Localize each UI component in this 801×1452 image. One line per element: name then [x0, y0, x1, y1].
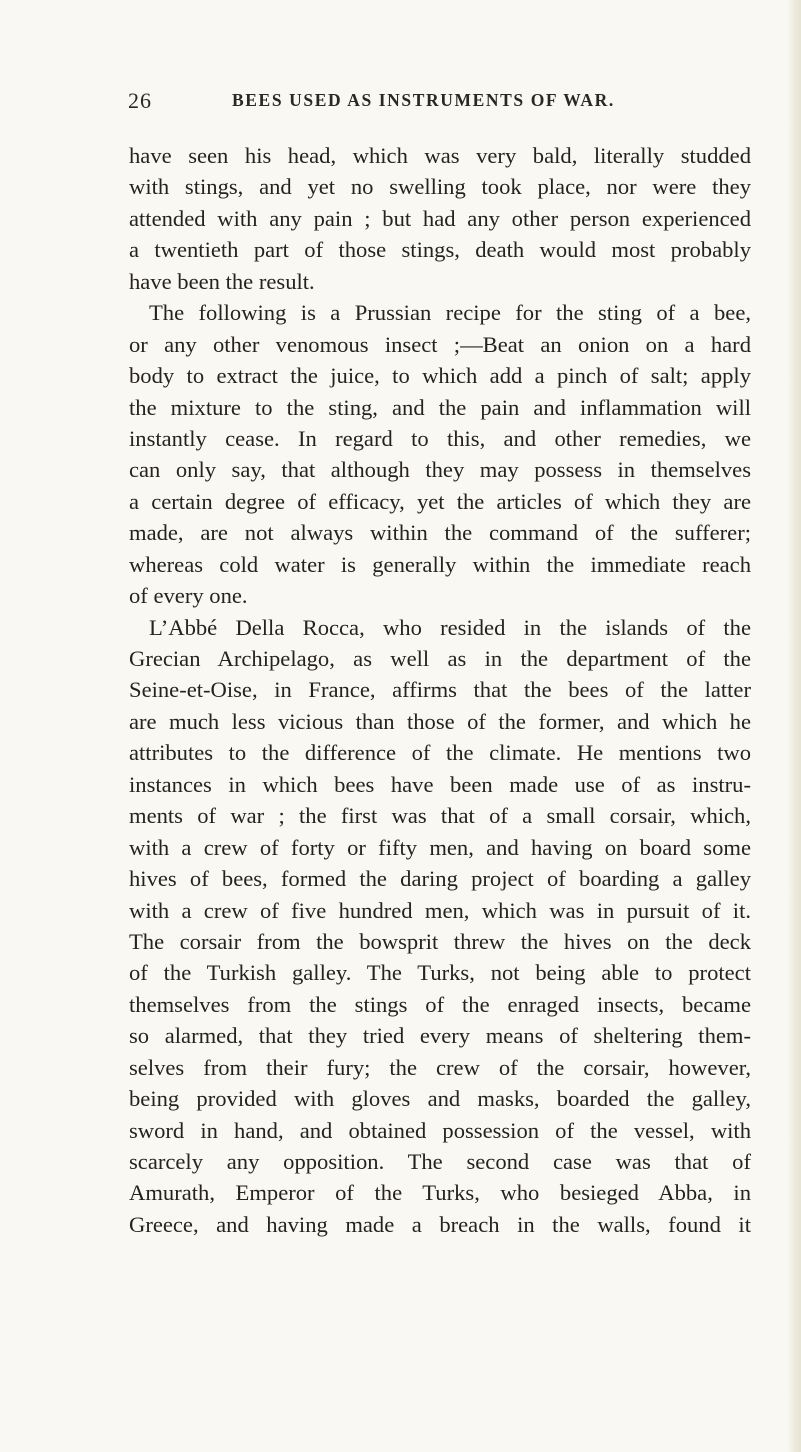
running-head: [128, 88, 750, 114]
text-line: The corsair from the bowsprit threw the hives on the deck: [129, 928, 751, 954]
text-line: sword in hand, and obtained possession of the vessel, with: [129, 1117, 751, 1143]
text-line: hives of bees, formed the daring project of boarding a galley: [129, 866, 751, 892]
text-line: instantly cease. In regard to this, and other remedies, we: [129, 425, 751, 451]
paragraph-3: [129, 612, 751, 1241]
text-line: body to extract the juice, to which add a pinch of salt; apply: [129, 363, 751, 389]
paragraph-1: [129, 140, 751, 297]
text-line: attended with any pain ; but had any other person experienced: [129, 205, 751, 231]
text-line: Grecian Archipelago, as well as in the department of the: [129, 646, 751, 671]
text-line: so alarmed, that they tried every means of sheltering them-: [129, 1023, 751, 1049]
page-edge-shadow: [787, 0, 801, 1452]
paragraph-2: [129, 297, 751, 611]
text-line: The following is a Prussian recipe for the sting of a bee,: [149, 300, 751, 326]
text-line: a twentieth part of those stings, death would most probably: [129, 237, 751, 263]
text-line: a certain degree of efficacy, yet the articles of which they are: [129, 488, 751, 514]
text-line: whereas cold water is generally within the immediate reach: [129, 551, 751, 577]
text-line: ments of war ; the first was that of a small corsair, which,: [129, 803, 751, 829]
text-line: selves from their fury; the crew of the corsair, however,: [129, 1054, 751, 1080]
text-line: with a crew of forty or fifty men, and having on board some: [129, 834, 751, 860]
page-number: 26: [128, 88, 152, 113]
text-line: of every one.: [129, 583, 248, 609]
text-line: being provided with gloves and masks, boarded the galley,: [129, 1086, 751, 1112]
text-line: scarcely any opposition. The second case was that of: [129, 1149, 751, 1174]
text-line: attributes to the difference of the climate. He mentions two: [129, 740, 751, 766]
text-line: Greece, and having made a breach in the walls, found it: [129, 1211, 751, 1237]
text-line: Seine-et-Oise, in France, affirms that the bees of the latter: [129, 677, 751, 703]
text-line: are much less vicious than those of the former, and which he: [129, 708, 751, 734]
text-line: or any other venomous insect ;—Beat an onion on a hard: [129, 331, 751, 357]
text-line: with a crew of five hundred men, which was in pursuit of it.: [129, 897, 751, 923]
text-line: themselves from the stings of the enraged insects, became: [129, 991, 751, 1017]
text-line: of the Turkish galley. The Turks, not being able to protect: [129, 960, 751, 986]
text-line: instances in which bees have been made use of as instru-: [129, 771, 751, 797]
text-line: Amurath, Emperor of the Turks, who besieged Abba, in: [129, 1180, 751, 1206]
text-line: have seen his head, which was very bald, literally studded: [129, 143, 751, 168]
running-title: BEES USED AS INSTRUMENTS OF WAR.: [232, 90, 615, 110]
text-line: the mixture to the sting, and the pain and inflammation will: [129, 394, 751, 420]
text-line: can only say, that although they may possess in themselves: [129, 457, 751, 483]
text-line: with stings, and yet no swelling took place, nor were they: [129, 174, 751, 200]
text-line: L’Abbé Della Rocca, who resided in the islands of the: [149, 614, 751, 640]
body-text: [129, 140, 751, 1240]
text-line: made, are not always within the command of the sufferer;: [129, 520, 751, 546]
text-line: have been the result.: [129, 268, 315, 294]
